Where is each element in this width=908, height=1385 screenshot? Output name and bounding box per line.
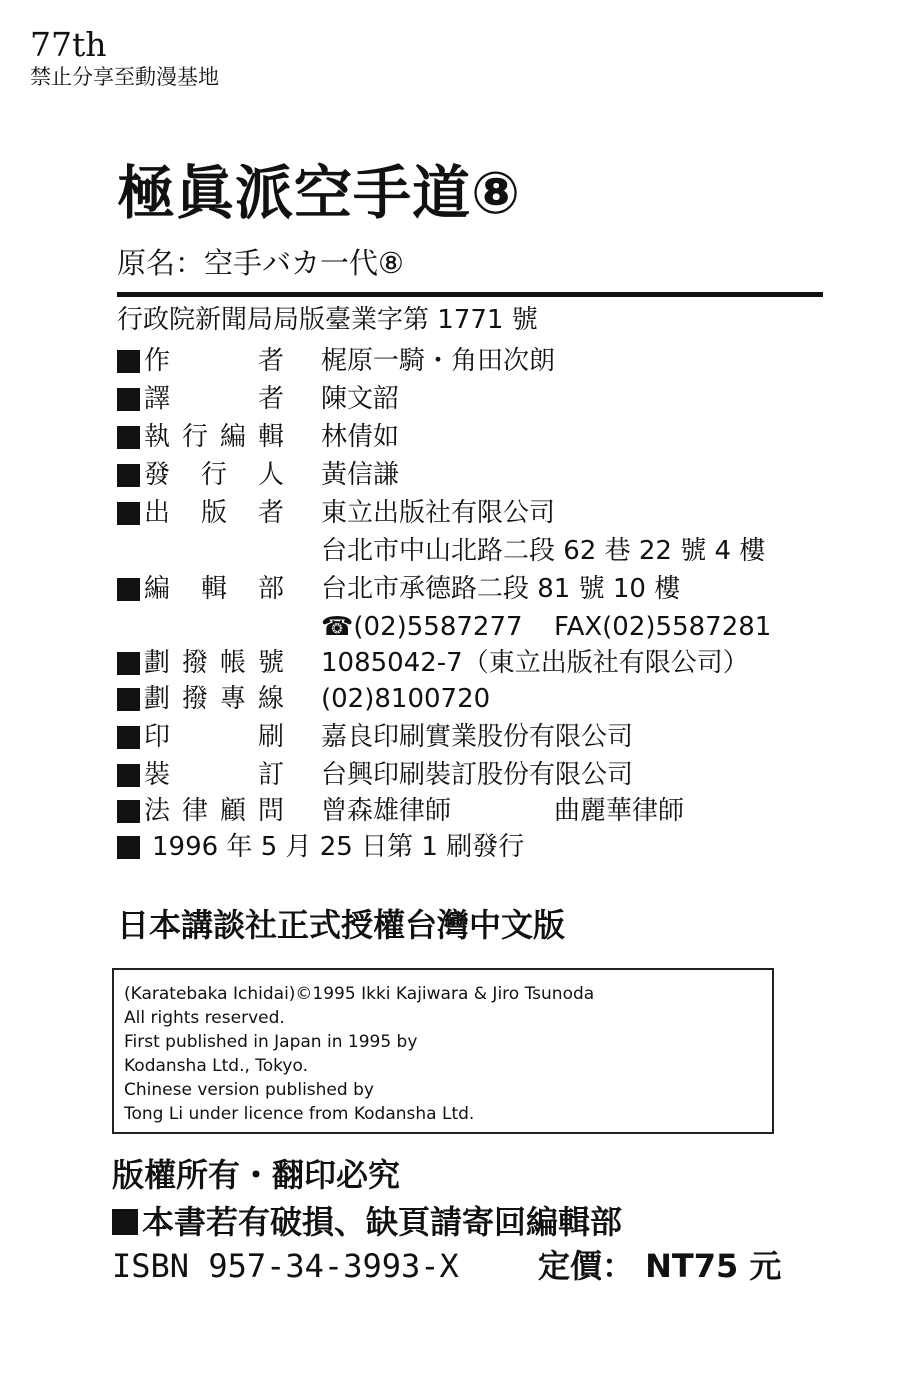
- bullet-square: [117, 388, 140, 411]
- notice-line: First published in Japan in 1995 by: [124, 1032, 418, 1052]
- bullet-square: [117, 688, 140, 711]
- credit-label: 發 行 人: [144, 460, 284, 490]
- credit-label: 出 版 者: [144, 498, 284, 528]
- bullet-square: [117, 350, 140, 373]
- bullet-square: [117, 502, 140, 525]
- bullet-square: [117, 726, 140, 749]
- credit-value: 梶原一騎・角田次朗: [321, 346, 556, 376]
- bullet-square: [117, 836, 140, 859]
- credit-value: (02)8100720: [321, 684, 491, 714]
- bullet-square: [117, 426, 140, 449]
- credit-label: 劃 撥 帳 號: [144, 648, 284, 678]
- credit-value: 台興印刷裝訂股份有限公司: [321, 760, 634, 790]
- damage-notice-line: [112, 1200, 622, 1244]
- copyright-notice: 版權所有・翻印必究: [112, 1156, 401, 1194]
- damage-notice: 本書若有破損、缺頁請寄回編輯部: [142, 1203, 623, 1241]
- registration-number: 行政院新聞局局版臺業字第 1771 號: [117, 305, 538, 335]
- credit-value: 台北市中山北路二段 62 巷 22 號 4 樓: [321, 536, 766, 566]
- notice-line: Kodansha Ltd., Tokyo.: [124, 1056, 308, 1076]
- isbn: ISBN 957-34-3993-X: [112, 1247, 459, 1285]
- price: 定價： NT75 元: [538, 1247, 782, 1285]
- notice-line: Tong Li under licence from Kodansha Ltd.: [124, 1104, 475, 1124]
- credit-value: 曾森雄律師: [321, 796, 452, 826]
- notice-line: All rights reserved.: [124, 1008, 285, 1028]
- credit-label: 劃 撥 專 線: [144, 684, 284, 714]
- credit-value: 嘉良印刷實業股份有限公司: [321, 722, 634, 752]
- credit-label: 法 律 顧 問: [144, 796, 284, 826]
- credit-value-secondary: FAX(02)5587281: [554, 612, 772, 642]
- credit-label: 譯 者: [144, 384, 284, 414]
- credit-value: 林倩如: [321, 422, 400, 452]
- bullet-square: [117, 800, 140, 823]
- book-title: 極眞派空手道⑧: [117, 159, 522, 227]
- publication-date: 1996 年 5 月 25 日第 1 刷發行: [152, 832, 525, 862]
- bullet-square: [117, 578, 140, 601]
- watermark-line1: 77th: [30, 25, 107, 64]
- notice-line: Chinese version published by: [124, 1080, 374, 1100]
- credit-value: 1085042-7（東立出版社有限公司）: [321, 648, 749, 678]
- license-statement: 日本講談社正式授權台灣中文版: [117, 906, 566, 944]
- title-divider: [117, 292, 823, 297]
- bullet-square: [117, 764, 140, 787]
- notice-line: (Karatebaka Ichidai)©1995 Ikki Kajiwara & Jiro Tsunoda: [124, 984, 595, 1004]
- credit-value: ☎(02)5587277: [321, 612, 523, 642]
- credit-label: 裝 訂: [144, 760, 284, 790]
- credit-label: 作 者: [144, 346, 284, 376]
- bullet-square: [117, 464, 140, 487]
- original-title: 原名：空手バカ一代⑧: [117, 246, 404, 280]
- credit-label: 印 刷: [144, 722, 284, 752]
- credit-value: 東立出版社有限公司: [321, 498, 556, 528]
- credit-value: 陳文韶: [321, 384, 400, 414]
- bullet-square: [112, 1209, 138, 1235]
- credit-value: 台北市承德路二段 81 號 10 樓: [321, 574, 681, 604]
- bullet-square: [117, 652, 140, 675]
- watermark-line2: 禁止分享至動漫基地: [30, 65, 219, 89]
- credit-label: 編 輯 部: [144, 574, 284, 604]
- credit-value-secondary: 曲麗華律師: [554, 796, 685, 826]
- credit-value: 黃信謙: [321, 460, 400, 490]
- credit-label: 執 行 編 輯: [144, 422, 284, 452]
- english-notice-box: [112, 968, 774, 1134]
